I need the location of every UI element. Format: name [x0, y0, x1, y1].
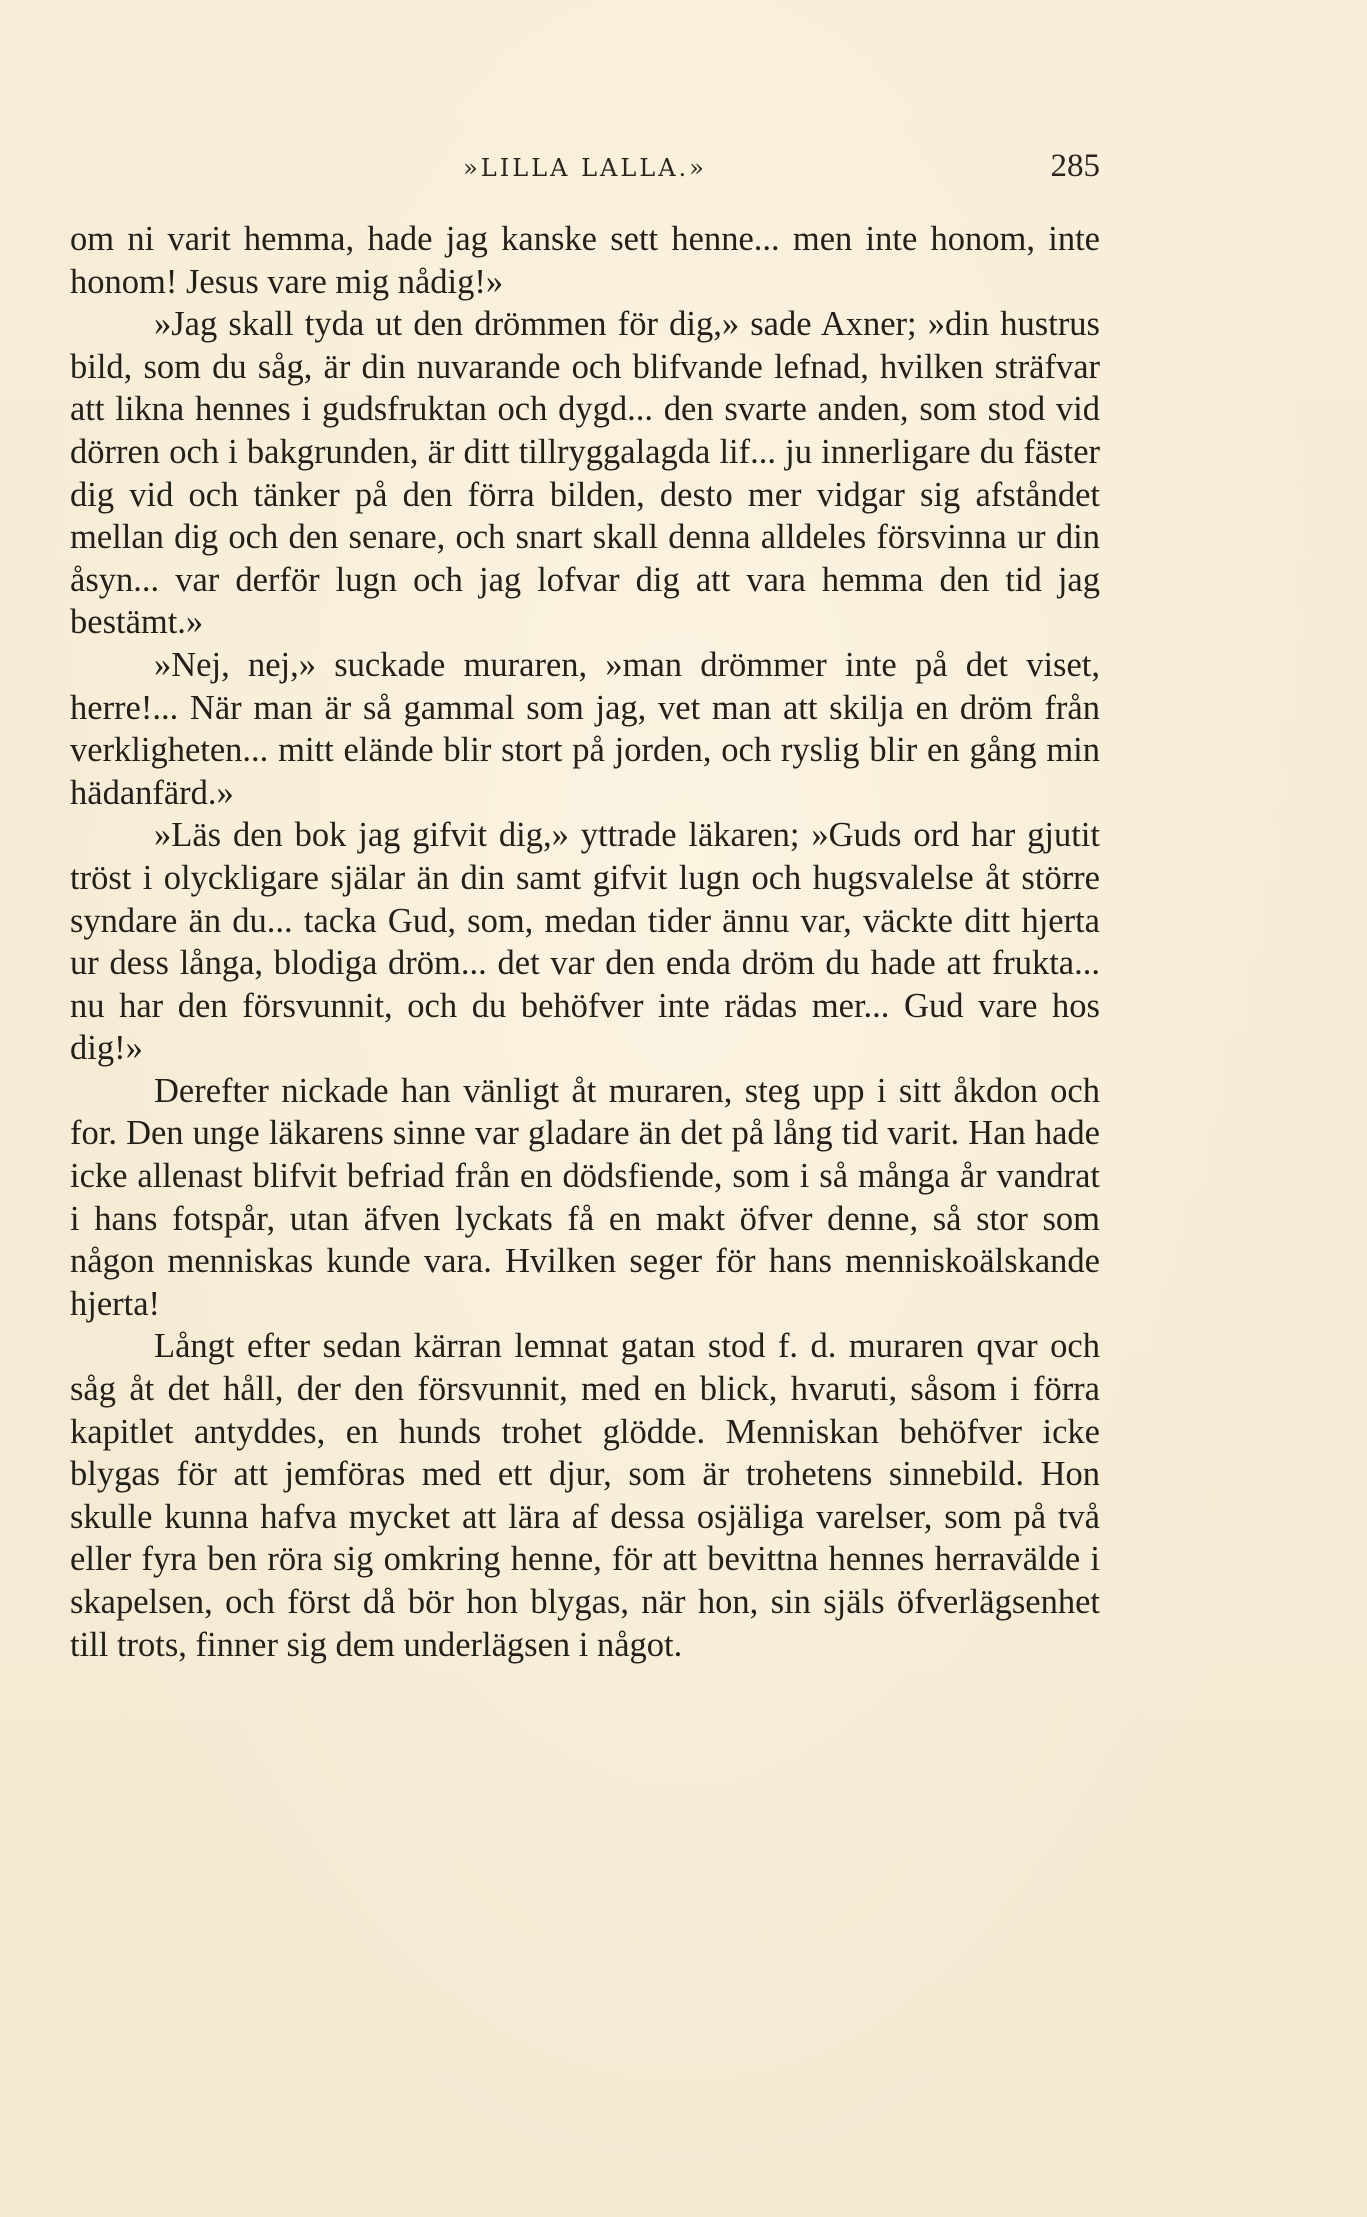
running-title: »LILLA LALLA.»	[463, 154, 707, 182]
body-text	[70, 218, 1100, 1666]
paragraph-6: Långt efter sedan kärran lemnat gatan stod f. d. muraren qvar och såg åt det håll, der den försvunnit, med en blick, hvaruti, såsom i förra kapitlet antyddes, en hunds trohet glödde. Menniskan behöfver icke blygas för att jemföras med ett djur, som är trohetens sinnebild. Hon skulle kunna hafva mycket att lära af dessa osjäliga varelser, som på två eller fyra ben röra sig omkring henne, för att bevittna hennes herravälde i skapelsen, och först då bör hon blygas, när hon, sin själs öfverlägsenhet till trots, finner sig dem underlägsen i något.	[70, 1327, 1100, 1664]
paragraph-5: Derefter nickade han vänligt åt muraren, steg upp i sitt åkdon och for. Den unge läkarens sinne var gladare än det på lång tid varit. Han hade icke allenast blifvit befriad från en dödsfiende, som i så många år vandrat i hans fotspår, utan äfven lyckats få en makt öfver denne, så stor som någon menniskas kunde vara. Hvilken seger för hans menniskoälskande hjerta!	[70, 1071, 1100, 1323]
paragraph-3: »Nej, nej,» suckade muraren, »man drömmer inte på det viset, herre!... När man är så gammal som jag, vet man att skilja en dröm från verkligheten... mitt elände blir stort på jorden, och ryslig blir en gång min hädanfärd.»	[70, 645, 1100, 812]
paragraph-1: om ni varit hemma, hade jag kanske sett henne... men inte honom, inte honom! Jesus vare mig nådig!»	[70, 220, 1100, 301]
paragraph-2: »Jag skall tyda ut den drömmen för dig,» sade Axner; »din hustrus bild, som du såg, är din nuvarande och blifvande lefnad, hvilken sträfvar att likna hennes i gudsfruktan och dygd... den svarte anden, som stod vid dörren och i bakgrunden, är ditt tillryggalagda lif... ju innerligare du fäster dig vid och tänker på den förra bilden, desto mer vidgar sig afståndet mellan dig och den senare, och snart skall denna alldeles försvinna ur din åsyn... var derför lugn och jag lofvar dig att vara hemma den tid jag bestämt.»	[70, 305, 1100, 642]
paragraph-4: »Läs den bok jag gifvit dig,» yttrade läkaren; »Guds ord har gjutit tröst i olyckligare själar än din samt gifvit lugn och hugsvalelse åt större syndare än du... tacka Gud, som, medan tider ännu var, väckte ditt hjerta ur dess långa, blodiga dröm... det var den enda dröm du hade att frukta... nu har den försvunnit, och du behöfver inte rädas mer... Gud vare hos dig!»	[70, 816, 1100, 1068]
page-header	[70, 148, 1100, 192]
page-number: 285	[1050, 148, 1100, 184]
